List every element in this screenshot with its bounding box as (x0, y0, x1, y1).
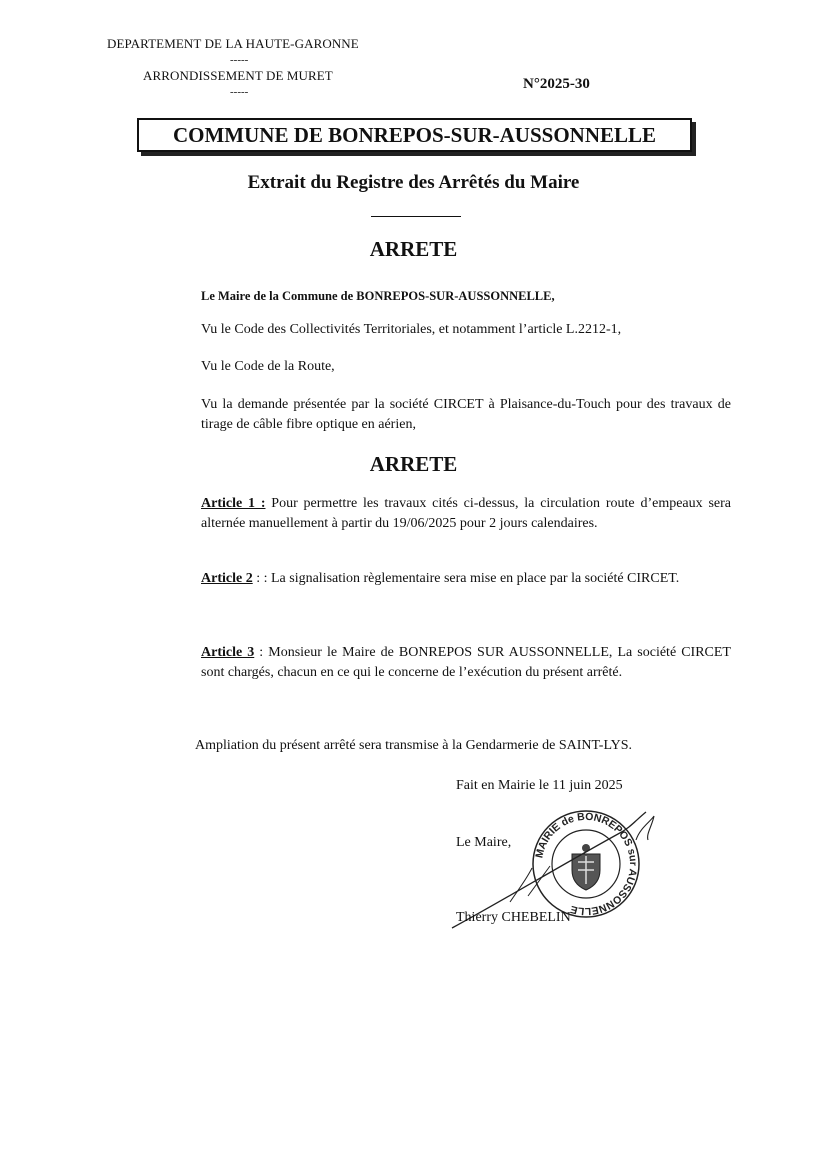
vu-code-collectivites: Vu le Code des Collectivités Territoriales, et notamment l’article L.2212-1, (201, 322, 622, 337)
arrete-heading-1: ARRETE (369, 237, 458, 261)
register-title: Extrait du Registre des Arrêtés du Maire (247, 172, 580, 193)
signatory-role: Le Maire, (456, 835, 512, 850)
arrondissement-label: ARRONDISSEMENT DE MURET (143, 68, 333, 83)
article-2-text: : : La signalisation règlementaire sera mise en place par la société CIRCET. (252, 571, 680, 586)
ampliation-note: Ampliation du présent arrêté sera transmise à la Gendarmerie de SAINT-LYS. (195, 738, 632, 753)
article-1-text: Pour permettre les travaux cités ci-dessus, la circulation route d’empeaux sera alternée manuellement à partir du 19/06/2025 pour 2 jours calendaires. (201, 496, 731, 531)
arrete-number: N°2025-30 (523, 76, 590, 92)
article-1 (201, 494, 731, 534)
article-2-label: Article 2 (201, 571, 253, 586)
arrete-heading-2: ARRETE (369, 452, 458, 476)
title-divider (371, 216, 461, 217)
article-3 (201, 643, 731, 683)
date-place: Fait en Mairie le 11 juin 2025 (456, 778, 623, 793)
commune-title-box (137, 118, 692, 152)
header-separator: ----- (230, 54, 249, 66)
header-separator: ----- (230, 86, 249, 98)
stamp-text: MAIRIE de BONREPOS sur AUSSONNELLE (533, 810, 640, 918)
commune-title: COMMUNE DE BONREPOS-SUR-AUSSONNELLE (172, 122, 657, 147)
mayor-preamble: Le Maire de la Commune de BONREPOS-SUR-AUSSONNELLE, (201, 289, 555, 303)
department-label: DEPARTEMENT DE LA HAUTE-GARONNE (107, 36, 359, 51)
article-3-label: Article 3 (201, 645, 255, 660)
article-2 (201, 569, 731, 589)
vu-code-route: Vu le Code de la Route, (201, 359, 335, 374)
article-1-label: Article 1 : (201, 496, 266, 511)
vu-demande: Vu la demande présentée par la société CIRCET à Plaisance-du-Touch pour des travaux de tirage de câble fibre optique en aérien, (201, 397, 731, 432)
signatory-name: Thierry CHEBELIN (456, 910, 571, 925)
article-3-text: : Monsieur le Maire de BONREPOS SUR AUSSONNELLE, La société CIRCET sont chargés, chacun en ce qui le concerne de l’exécution du présent arrêté. (201, 645, 731, 680)
